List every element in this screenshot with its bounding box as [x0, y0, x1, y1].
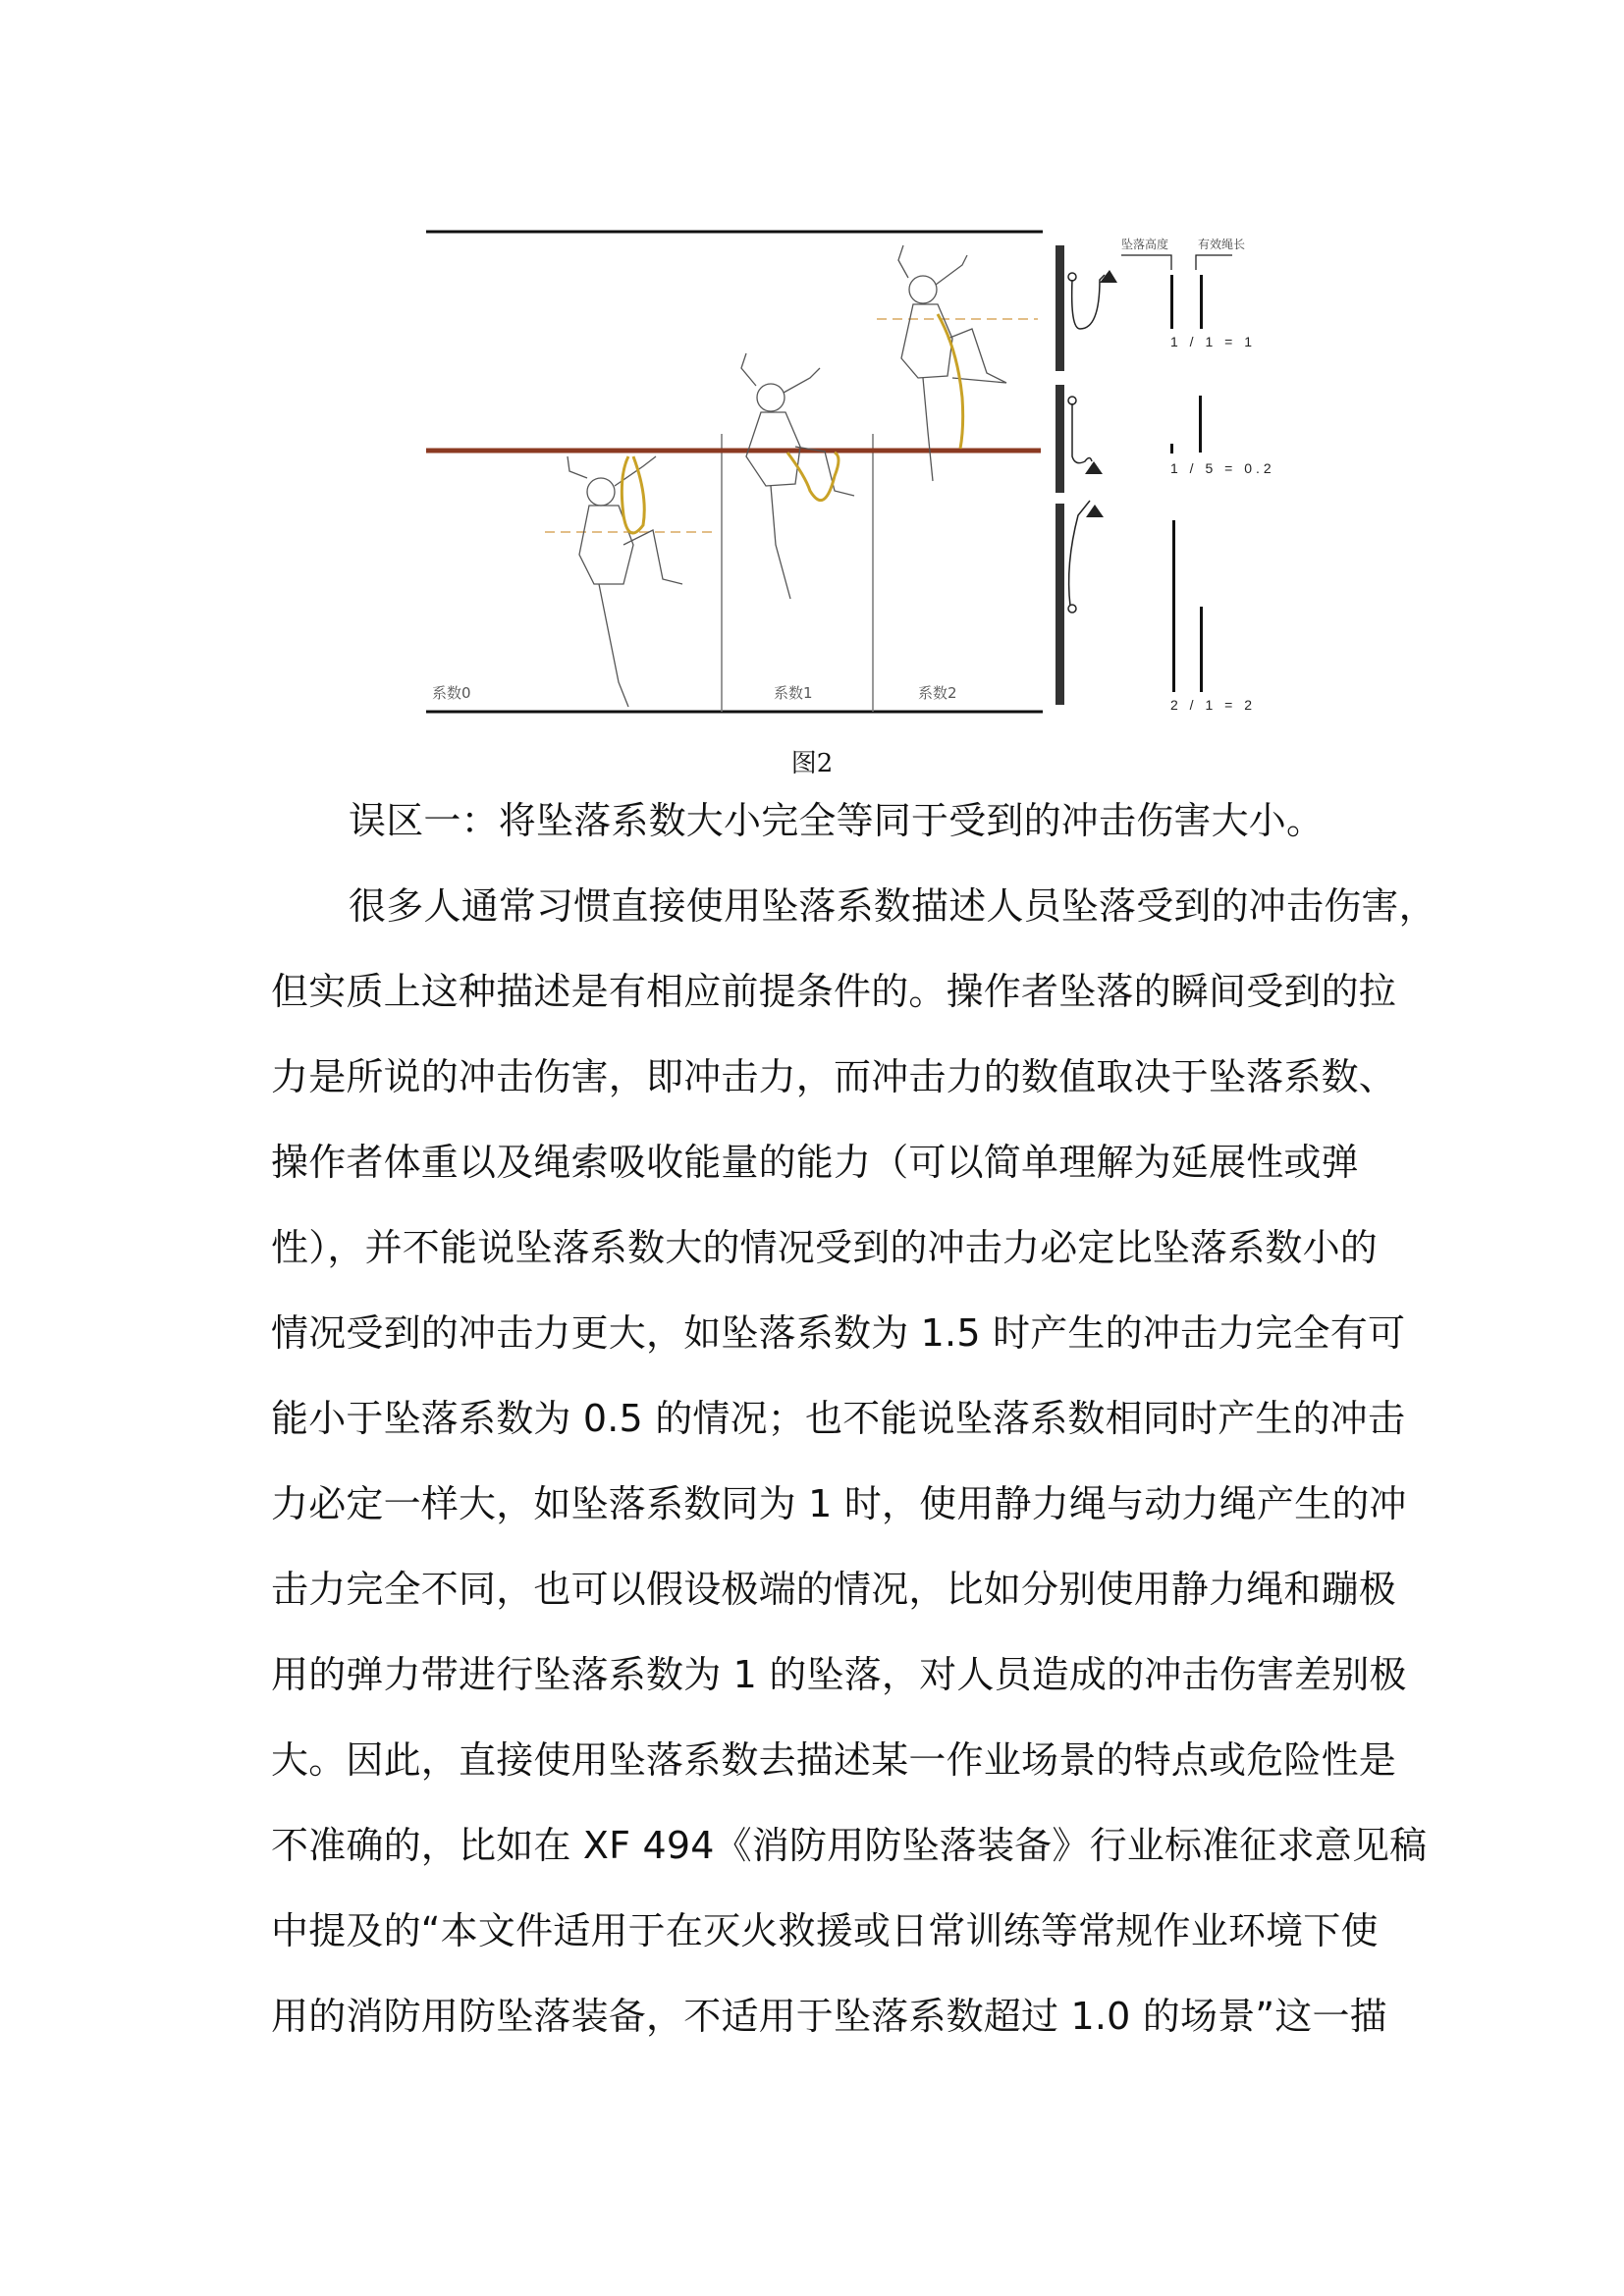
paragraph-line: 用的弹力带进行坠落系数为 1 的坠落，对人员造成的冲击伤害差别极 [271, 1653, 1407, 1696]
section-heading: 误区一：将坠落系数大小完全等同于受到的冲击伤害大小。 [349, 799, 1325, 842]
equation: 1 / 1 = 1 [1170, 334, 1256, 349]
paragraph-line: 性），并不能说坠落系数大的情况受到的冲击力必定比坠落系数小的 [271, 1226, 1379, 1269]
climber-icon [741, 353, 854, 599]
paragraph-line: 不准确的，比如在 XF 494《消防用防坠落装备》行业标准征求意见稿 [271, 1824, 1428, 1867]
paragraph-line: 操作者体重以及绳索吸收能量的能力（可以简单理解为延展性或弹 [271, 1141, 1359, 1184]
fall-height-label: 坠落高度 [1121, 238, 1169, 251]
paragraph-line: 大。因此，直接使用坠落系数去描述某一作业场景的特点或危险性是 [271, 1738, 1397, 1782]
equation: 2 / 1 = 2 [1170, 697, 1256, 713]
panel-label: 系数2 [918, 684, 957, 702]
fall-factor-illustration [422, 221, 1306, 731]
climber-icon [568, 456, 682, 707]
fall-factor-figure [422, 221, 1306, 731]
paragraph-line: 中提及的“本文件适用于在灭火救援或日常训练等常规作业环境下使 [271, 1909, 1379, 1952]
equation: 1 / 5 = 0.2 [1170, 460, 1275, 476]
panel-label: 系数1 [774, 684, 813, 702]
paragraph-line: 很多人通常习惯直接使用坠落系数描述人员坠落受到的冲击伤害， [349, 884, 1436, 928]
paragraph-line: 力必定一样大，如坠落系数同为 1 时，使用静力绳与动力绳产生的冲 [271, 1482, 1407, 1525]
paragraph-line: 用的消防用防坠落装备，不适用于坠落系数超过 1.0 的场景”这一描 [271, 1995, 1387, 2038]
paragraph-line: 力是所说的冲击伤害，即冲击力，而冲击力的数值取决于坠落系数、 [271, 1055, 1397, 1098]
paragraph-line: 击力完全不同，也可以假设极端的情况，比如分别使用静力绳和蹦极 [271, 1568, 1397, 1611]
figure-caption: 图2 [790, 749, 834, 778]
paragraph-line: 但实质上这种描述是有相应前提条件的。操作者坠落的瞬间受到的拉 [271, 970, 1397, 1013]
body-text [271, 791, 1441, 2072]
paragraph-line: 能小于坠落系数为 0.5 的情况；也不能说坠落系数相同时产生的冲击 [271, 1397, 1406, 1440]
climber-icon [898, 245, 1006, 481]
paragraph-line: 情况受到的冲击力更大，如坠落系数为 1.5 时产生的冲击力完全有可 [271, 1311, 1406, 1355]
panel-label: 系数0 [432, 684, 471, 702]
effective-rope-length-label: 有效绳长 [1198, 238, 1246, 251]
